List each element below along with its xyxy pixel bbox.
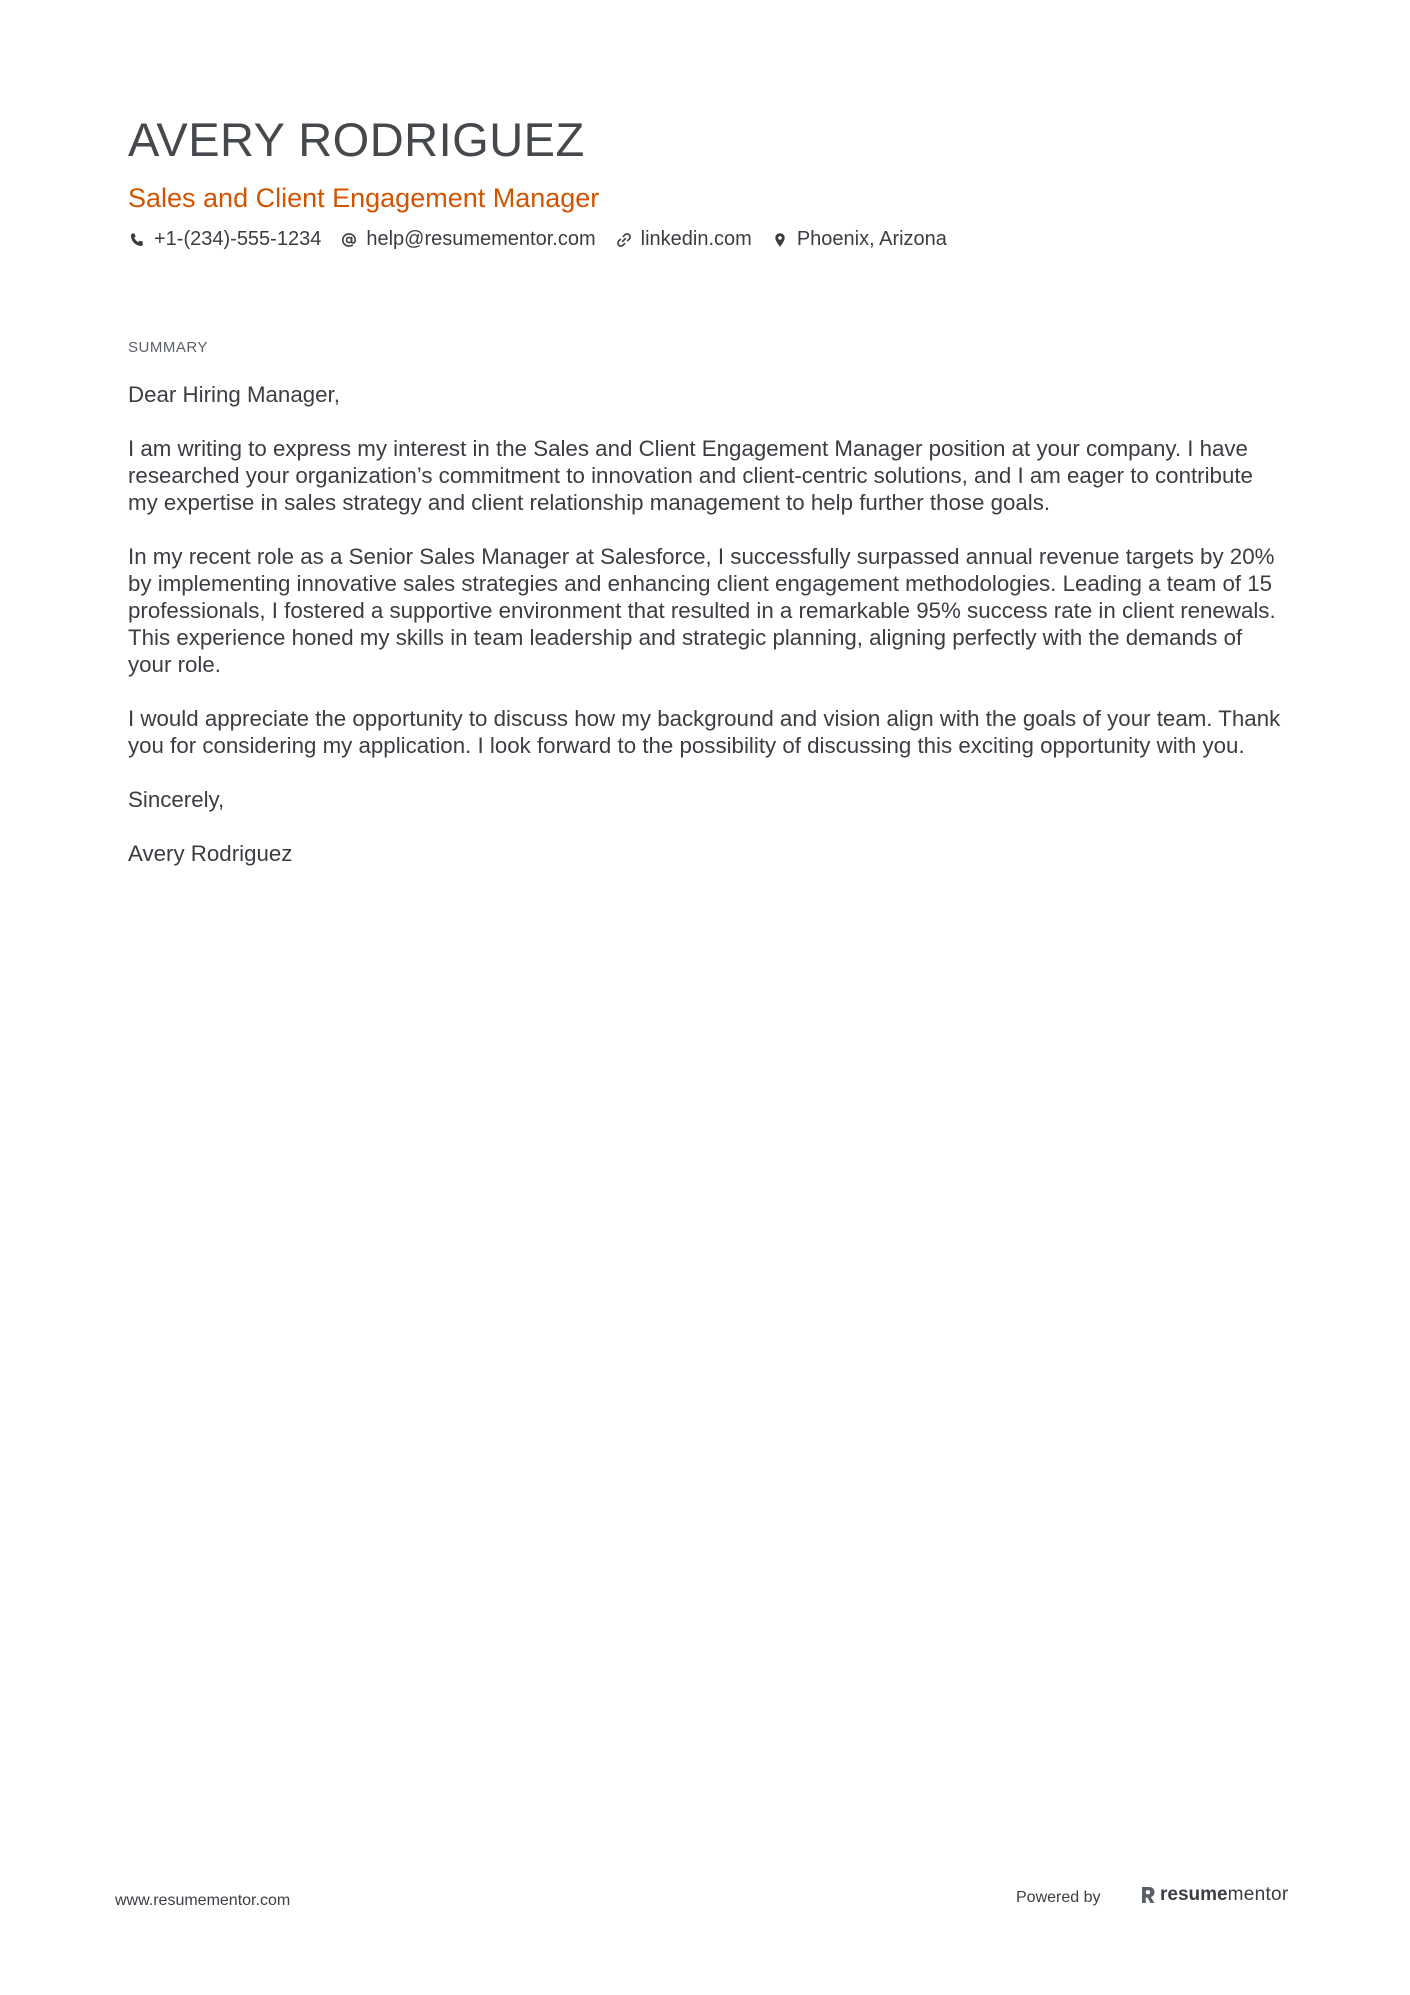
letter-closing: Sincerely, — [128, 787, 225, 812]
job-title: Sales and Client Engagement Manager — [128, 183, 600, 213]
contact-linkedin[interactable] — [615, 228, 752, 251]
contact-linkedin-text: linkedin.com — [640, 228, 752, 250]
letter-paragraph-3: I would appreciate the opportunity to discuss how my background and vision align with the goals of your team. Thank you for considering my application. I look forward to the possibility of discussing this exciting opportunity with you. — [128, 706, 1281, 758]
brand-name-bold: resume — [1160, 1884, 1228, 1905]
brand-logo[interactable] — [1140, 1884, 1289, 1906]
letter-paragraph-1: I am writing to express my interest in the Sales and Client Engagement Manager position at your company. I have researched your organization’s commitment to innovation and client-centric solutions, and I am eager to contribute my expertise in sales strategy and client relationship management to help further those goals. — [128, 436, 1253, 515]
phone-icon — [128, 231, 146, 249]
footer-website-link[interactable]: www.resumementor.com — [115, 1892, 291, 1909]
brand-name-light: mentor — [1227, 1884, 1289, 1905]
contact-phone — [128, 228, 321, 251]
contact-location — [771, 228, 947, 251]
location-pin-icon — [771, 231, 789, 249]
letter-greeting: Dear Hiring Manager, — [128, 382, 340, 407]
applicant-name: AVERY RODRIGUEZ — [128, 113, 585, 166]
resumementor-logo-icon — [1140, 1885, 1156, 1905]
powered-by-label: Powered by — [1016, 1889, 1101, 1906]
link-icon — [615, 231, 633, 249]
at-icon — [340, 231, 358, 249]
letter-paragraph-2: In my recent role as a Senior Sales Manager at Salesforce, I successfully surpassed annual revenue targets by 20% by implementing innovative sales strategies and enhancing client engagement methodologies. Leading a team of 15 professionals, I fostered a supportive environment that resulted in a remarkable 95% success rate in client renewals. This experience honed my skills in team leadership and strategic planning, aligning perfectly with the demands of your role. — [128, 544, 1276, 677]
contact-email[interactable] — [340, 228, 595, 251]
section-heading-summary: SUMMARY — [128, 339, 208, 356]
contact-email-text: help@resumementor.com — [366, 228, 596, 250]
contact-location-text: Phoenix, Arizona — [796, 228, 947, 250]
letter-body — [128, 381, 1288, 894]
contact-phone-text: +1-(234)-555-1234 — [154, 228, 322, 250]
contact-info-row — [128, 228, 966, 251]
letter-signature: Avery Rodriguez — [128, 841, 293, 866]
